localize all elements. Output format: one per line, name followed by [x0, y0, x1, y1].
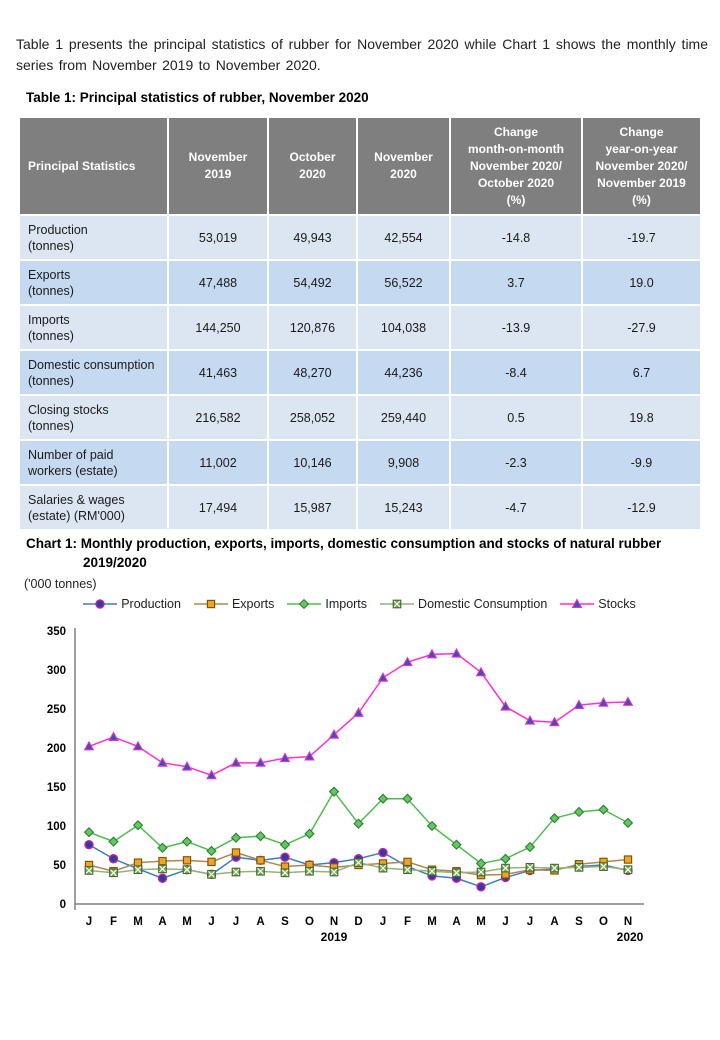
- table-row: [20, 396, 700, 439]
- table-header-row: [20, 118, 700, 214]
- x-tick-label: J: [232, 916, 240, 928]
- header-cell: November 2020: [358, 118, 449, 214]
- y-tick-label: 150: [46, 782, 66, 794]
- value-cell: -13.9: [451, 306, 581, 349]
- chart-legend: [75, 597, 644, 611]
- table-row: [20, 261, 700, 304]
- y-tick-label: 300: [46, 665, 66, 677]
- value-cell: 42,554: [358, 216, 449, 259]
- y-tick-label: 350: [46, 626, 66, 638]
- table-row: [20, 486, 700, 529]
- header-cell: Change year-on-year November 2020/ November 2019 (%): [583, 118, 700, 214]
- x-tick-label: A: [452, 916, 461, 928]
- table-row: [20, 441, 700, 484]
- year-label-2019: 2019: [320, 930, 348, 944]
- chart-title-line1: Chart 1: Monthly production, exports, imports, domestic consumption and stocks of natural rubber: [26, 536, 662, 551]
- table-title: Table 1: Principal statistics of rubber, November 2020: [26, 90, 369, 105]
- chart-unit-label: ('000 tonnes): [24, 577, 97, 591]
- header-cell: Change month-on-month November 2020/ October 2020 (%): [451, 118, 581, 214]
- value-cell: -2.3: [451, 441, 581, 484]
- value-cell: 11,002: [169, 441, 267, 484]
- x-tick-label: M: [427, 916, 437, 928]
- x-tick-label: N: [623, 916, 633, 928]
- chart-canvas: [0, 620, 720, 960]
- value-cell: 104,038: [358, 306, 449, 349]
- value-cell: 3.7: [451, 261, 581, 304]
- value-cell: 15,987: [269, 486, 356, 529]
- row-label-cell: Production (tonnes): [20, 216, 167, 259]
- value-cell: 6.7: [583, 351, 700, 394]
- row-label-cell: Domestic consumption (tonnes): [20, 351, 167, 394]
- y-tick-label: 50: [53, 860, 66, 872]
- value-cell: 47,488: [169, 261, 267, 304]
- intro-paragraph: Table 1 presents the principal statistics of rubber for November 2020 while Chart 1 shows the monthly time series from November 2019 to November 2020.: [16, 36, 708, 73]
- value-cell: 41,463: [169, 351, 267, 394]
- value-cell: -27.9: [583, 306, 700, 349]
- value-cell: 56,522: [358, 261, 449, 304]
- row-label-cell: Salaries & wages (estate) (RM'000): [20, 486, 167, 529]
- value-cell: -4.7: [451, 486, 581, 529]
- x-tick-label: A: [256, 916, 265, 928]
- principal-statistics-table: [18, 116, 702, 531]
- value-cell: 49,943: [269, 216, 356, 259]
- value-cell: 48,270: [269, 351, 356, 394]
- x-tick-label: F: [109, 916, 118, 928]
- y-tick-label: 100: [46, 821, 66, 833]
- x-tick-label: A: [158, 916, 167, 928]
- x-tick-label: J: [85, 916, 93, 928]
- x-tick-label: J: [208, 916, 215, 928]
- x-tick-label: M: [476, 916, 486, 928]
- table-row: [20, 306, 700, 349]
- row-label-cell: Exports (tonnes): [20, 261, 167, 304]
- value-cell: 258,052: [269, 396, 356, 439]
- square-marker-icon: [194, 598, 228, 610]
- table-header: [20, 118, 700, 214]
- legend-item-production: [83, 597, 181, 611]
- x-tick-label: F: [403, 916, 412, 928]
- legend-label: Exports: [231, 597, 275, 611]
- header-cell: Principal Statistics: [20, 118, 167, 214]
- value-cell: -9.9: [583, 441, 700, 484]
- x-tick-label: O: [305, 916, 314, 928]
- row-label-cell: Imports (tonnes): [20, 306, 167, 349]
- value-cell: 19.0: [583, 261, 700, 304]
- table-row: [20, 216, 700, 259]
- value-cell: 144,250: [169, 306, 267, 349]
- row-label-cell: Closing stocks (tonnes): [20, 396, 167, 439]
- square-x-marker-icon: [380, 598, 414, 610]
- value-cell: 15,243: [358, 486, 449, 529]
- x-tick-label: N: [329, 916, 339, 928]
- x-tick-label: J: [502, 916, 509, 928]
- x-tick-label: J: [526, 916, 534, 928]
- y-tick-label: 250: [46, 704, 66, 716]
- legend-item-stocks: [560, 597, 636, 611]
- table-body: [20, 216, 700, 529]
- legend-label: Domestic Consumption: [418, 597, 548, 611]
- x-tick-label: J: [379, 916, 387, 928]
- value-cell: 216,582: [169, 396, 267, 439]
- x-tick-label: M: [133, 916, 143, 928]
- legend-label: Stocks: [598, 597, 636, 611]
- value-cell: -19.7: [583, 216, 700, 259]
- value-cell: 259,440: [358, 396, 449, 439]
- value-cell: 53,019: [169, 216, 267, 259]
- value-cell: -8.4: [451, 351, 581, 394]
- header-cell: October 2020: [269, 118, 356, 214]
- chart-title-line2: 2019/2020: [83, 555, 147, 570]
- legend-item-domestic-consumption: [380, 597, 547, 611]
- value-cell: -12.9: [583, 486, 700, 529]
- series-stocks: [85, 649, 633, 779]
- chart-title: [26, 534, 661, 572]
- y-tick-label: 0: [59, 899, 66, 911]
- header-cell: November 2019: [169, 118, 267, 214]
- row-label-cell: Number of paid workers (estate): [20, 441, 167, 484]
- x-tick-label: S: [575, 916, 583, 928]
- x-tick-label: O: [599, 916, 608, 928]
- table-row: [20, 351, 700, 394]
- value-cell: -14.8: [451, 216, 581, 259]
- value-cell: 44,236: [358, 351, 449, 394]
- value-cell: 0.5: [451, 396, 581, 439]
- x-tick-label: S: [281, 916, 289, 928]
- circle-marker-icon: [83, 598, 117, 610]
- value-cell: 17,494: [169, 486, 267, 529]
- x-tick-label: A: [550, 916, 559, 928]
- x-tick-label: D: [354, 916, 363, 928]
- diamond-marker-icon: [287, 598, 321, 610]
- y-tick-label: 200: [46, 743, 66, 755]
- legend-label: Production: [121, 597, 181, 611]
- value-cell: 54,492: [269, 261, 356, 304]
- value-cell: 19.8: [583, 396, 700, 439]
- legend-label: Imports: [325, 597, 368, 611]
- x-tick-label: M: [182, 916, 192, 928]
- value-cell: 10,146: [269, 441, 356, 484]
- value-cell: 120,876: [269, 306, 356, 349]
- value-cell: 9,908: [358, 441, 449, 484]
- triangle-marker-icon: [560, 598, 594, 610]
- legend-item-exports: [194, 597, 274, 611]
- legend-item-imports: [287, 597, 367, 611]
- year-label-2020: 2020: [616, 930, 644, 944]
